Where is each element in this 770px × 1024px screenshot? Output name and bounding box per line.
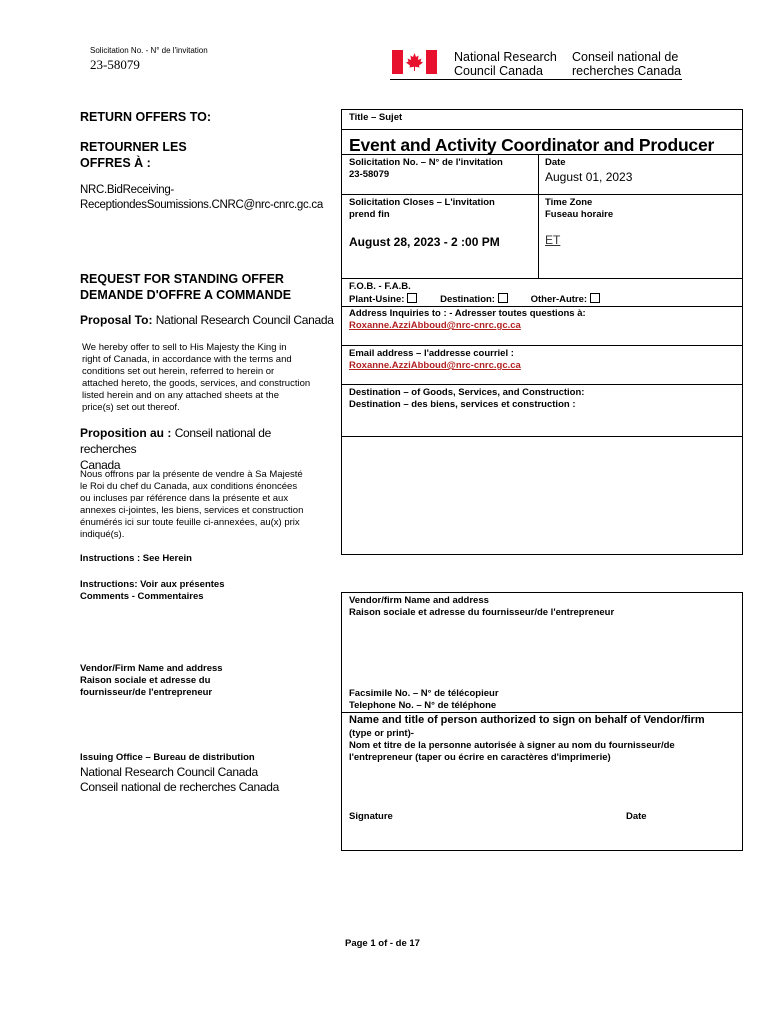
solicitation-form-box (341, 109, 743, 555)
inquiries-email-link[interactable]: Roxanne.AzziAbboud@nrc-cnrc.gc.ca (349, 320, 521, 331)
proposition-au: Proposition au : Conseil national de recherches Canada (80, 426, 272, 472)
inquiries-label: Address Inquiries to : - Adresser toutes questions à: (349, 308, 586, 319)
email-label: Email address – l'addresse courriel : (349, 348, 514, 359)
email-link[interactable]: Roxanne.AzziAbboud@nrc-cnrc.gc.ca (349, 360, 521, 371)
vendor-name-label: Vendor/firm Name and address Raison sociale et adresse du fournisseur/de l'entrepreneur (349, 595, 615, 618)
instructions-fr: Instructions: Voir aux présentes (80, 579, 225, 590)
destination-checkbox[interactable] (498, 293, 508, 303)
vendor-name-label-left: Vendor/Firm Name and address Raison sociale et adresse du fournisseur/de l'entrepreneur (80, 663, 223, 698)
page-number: Page 1 of - de 17 (345, 938, 420, 949)
other-checkbox[interactable] (590, 293, 600, 303)
canada-flag-icon (392, 50, 437, 74)
offer-text-fr: Nous offrons par la présente de vendre à Sa Majesté le Roi du chef du Canada, aux conditions énoncées ou incluses par référence dans la présente et aux annexes ci-jointes, les biens, services et construction énumérés ici sur toute feuille ci-annexées, au(x) prix indiqué(s). (80, 469, 304, 540)
timezone-label: Time Zone Fuseau horaire (545, 197, 614, 220)
org-name-fr: Conseil national de recherches Canada (572, 50, 682, 78)
date-label: Date (545, 157, 566, 168)
authorized-person-title: Name and title of person authorized to sign on behalf of Vendor/firm (349, 714, 705, 726)
solicitation-label: Solicitation No. - N° de l'invitation (90, 46, 208, 55)
signature-date-label: Date (626, 811, 647, 822)
proposal-to: Proposal To: National Research Council Canada (80, 313, 334, 327)
rso-heading: REQUEST FOR STANDING OFFER DEMANDE D'OFFRE A COMMANDE (80, 272, 292, 302)
solicitation-number: 23-58079 (90, 57, 140, 72)
header-rule (390, 79, 682, 80)
fob-options: Plant-Usine: Destination: Other-Autre: (349, 293, 739, 306)
plant-checkbox[interactable] (407, 293, 417, 303)
issuing-office-value: National Research Council Canada Conseil national de recherches Canada (80, 765, 280, 794)
closes-label: Solicitation Closes – L'invitation prend fin (349, 197, 495, 220)
authorized-person-sub: (type or print)- (349, 728, 414, 739)
bid-receiving-email[interactable]: NRC.BidReceiving- ReceptiondesSoumissions.CNRC@nrc-cnrc.gc.ca (80, 184, 323, 211)
fax-label: Facsimile No. – N° de télécopieur (349, 688, 499, 699)
offer-text-en: We hereby offer to sell to His Majesty the King in right of Canada, in accordance with the terms and conditions set out herein, referred to herein or attached hereto, the goods, services, and construction listed herein and on any attached sheets at the price(s) set out thereof. (82, 342, 311, 413)
return-offers-heading: RETURN OFFERS TO: (80, 110, 212, 124)
signature-label: Signature (349, 811, 393, 822)
title-label: Title – Sujet (349, 112, 403, 123)
destination-label: Destination – of Goods, Services, and Construction: Destination – des biens, services et construction : (349, 387, 585, 410)
closes-value: August 28, 2023 - 2 :00 PM (349, 235, 500, 249)
org-name-en: National Research Council Canada (454, 50, 557, 78)
solicitation-no-value: 23-58079 (349, 169, 390, 180)
retourner-heading: RETOURNER LES OFFRES À : (80, 140, 187, 170)
fob-label: F.O.B. - F.A.B. (349, 281, 411, 292)
comments-label: Comments - Commentaires (80, 591, 204, 602)
date-value: August 01, 2023 (545, 170, 633, 184)
timezone-value: ET (545, 233, 561, 247)
title-value: Event and Activity Coordinator and Producer (349, 135, 715, 155)
instructions-en: Instructions : See Herein (80, 553, 192, 564)
issuing-office-label: Issuing Office – Bureau de distribution (80, 752, 255, 763)
solicitation-no-label: Solicitation No. – N° de l'invitation (349, 157, 503, 168)
authorized-person-fr: Nom et titre de la personne autorisée à signer au nom du fournisseur/de l'entrepreneur (taper ou écrire en caractères d'imprimerie) (349, 740, 675, 763)
telephone-label: Telephone No. – N° de téléphone (349, 700, 497, 711)
